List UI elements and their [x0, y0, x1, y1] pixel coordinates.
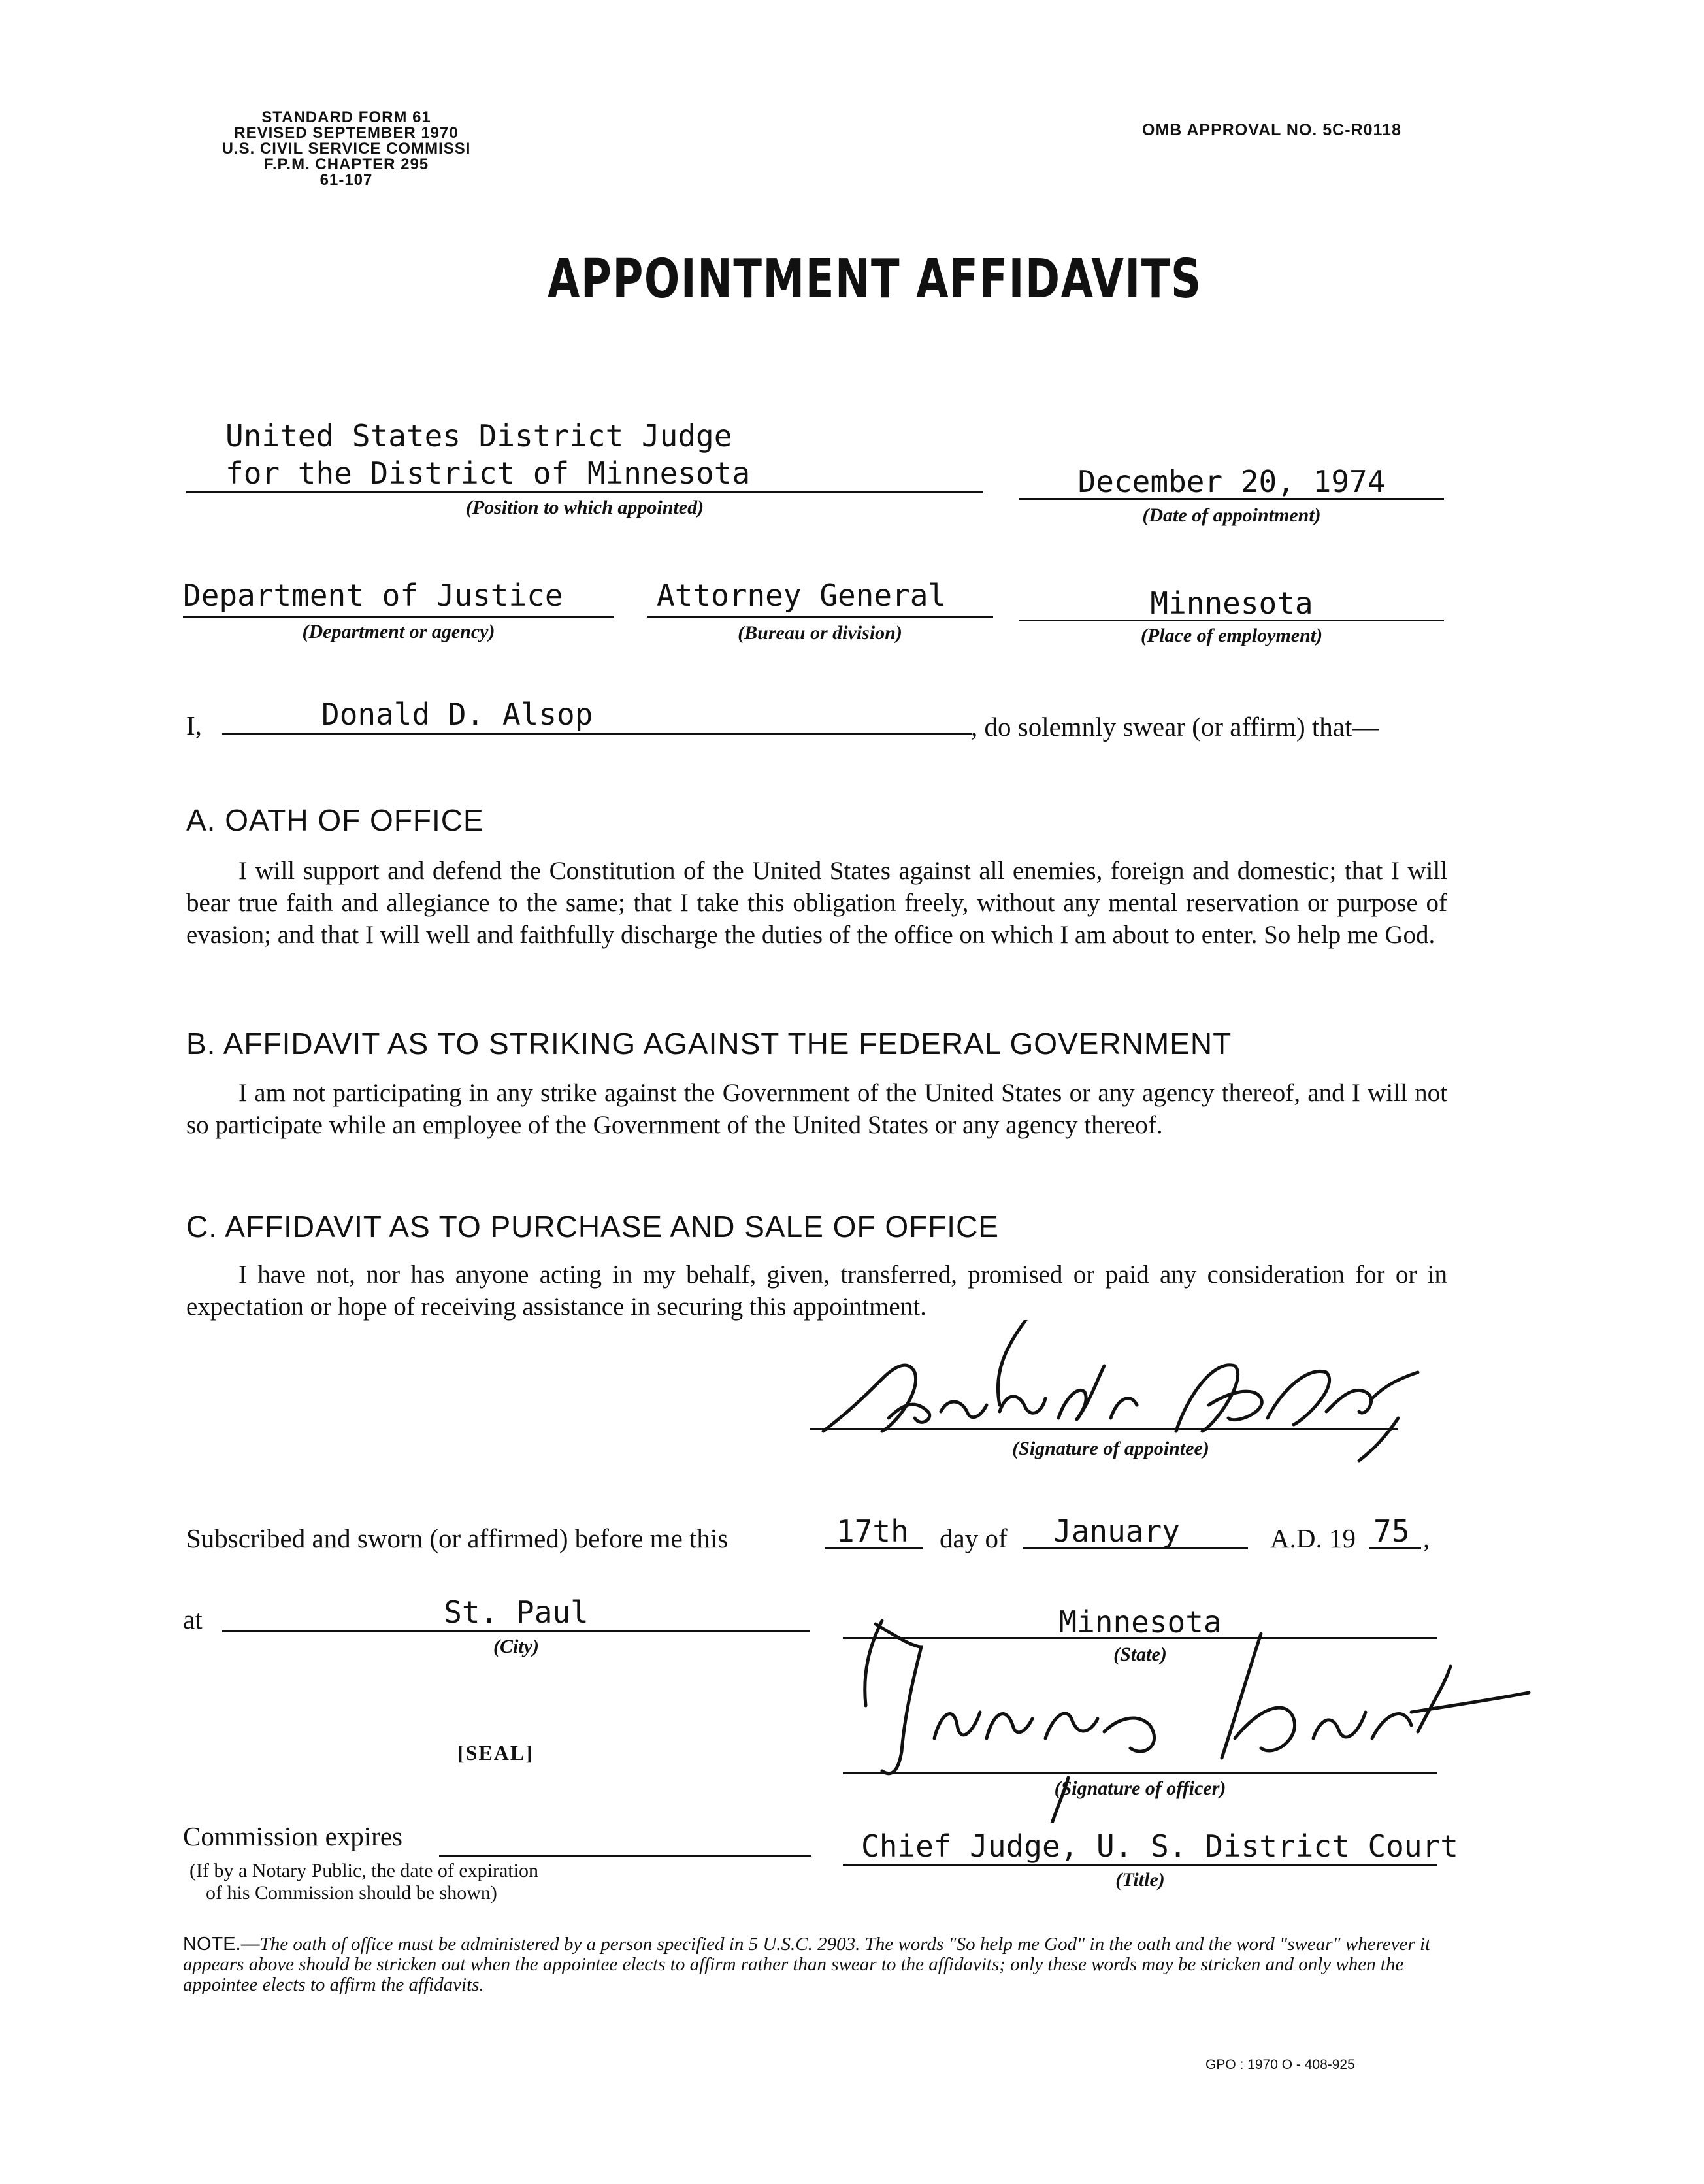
officer-title-underline — [843, 1864, 1437, 1866]
section-b-text: I am not participating in any strike against the Government of the United States or any agency thereof, and I will not so participate while an employee of the Government of the United States or any agency thereof. — [186, 1079, 1447, 1139]
at-label: at — [183, 1604, 203, 1634]
sworn-month: January — [1053, 1514, 1180, 1549]
section-a-text: I will support and defend the Constitution of the United States against all enemies, foreign and domestic; that I will bear true faith and allegiance to the same; that I take this obligation freely, without any mental reservation or purpose of evasion; and that I will well and faithfully discharge the duties of the office on which I am about to enter. So help me God. — [186, 857, 1447, 949]
bureau-value: Attorney General — [657, 578, 947, 613]
note-text: The oath of office must be administered by a person specified in 5 U.S.C. 2903. The words "So help me God" in the oath and the word "swear" wherever it appears above should be stricken out when the appointee elects to affirm rather than swear to the affidavits; only these words may be stricken and only when the appointee elects to affirm the affidavits. — [183, 1934, 1431, 1995]
state-value: Minnesota — [1058, 1604, 1222, 1640]
note-label: NOTE.— — [183, 1934, 260, 1955]
section-a-heading: A. OATH OF OFFICE — [186, 803, 484, 837]
sworn-ad: A.D. 19 — [1270, 1523, 1356, 1553]
city-underline — [222, 1630, 810, 1632]
sworn-year: 75 — [1373, 1514, 1410, 1549]
officer-title-value: Chief Judge, U. S. District Court — [861, 1828, 1458, 1864]
form-header-line: STANDARD FORM 61 — [261, 108, 431, 126]
bureau-caption: (Bureau or division) — [738, 622, 902, 644]
state-caption: (State) — [1113, 1644, 1167, 1665]
form-header-line: F.P.M. CHAPTER 295 — [263, 156, 429, 173]
gpo-footer: GPO : 1970 O - 408-925 — [1205, 2057, 1355, 2072]
position-line-1: United States District Judge — [225, 418, 732, 454]
date-caption: (Date of appointment) — [1142, 505, 1321, 526]
oath-suffix: , do solemnly swear (or affirm) that— — [971, 712, 1379, 742]
place-value: Minnesota — [1150, 586, 1313, 621]
position-underline — [186, 491, 983, 493]
officer-signature-caption: (Signature of officer) — [1054, 1778, 1226, 1799]
commission-note-line-1: (If by a Notary Public, the date of expiration — [189, 1860, 538, 1881]
department-value: Department of Justice — [183, 578, 563, 613]
form-header-line: 61-107 — [320, 171, 373, 189]
form-header-line: U.S. CIVIL SERVICE COMMISSI — [221, 140, 471, 157]
name-underline — [222, 733, 972, 735]
city-value: St. Paul — [444, 1595, 589, 1630]
date-of-appointment-value: December 20, 1974 — [1077, 464, 1386, 499]
position-caption: (Position to which appointed) — [465, 497, 704, 518]
section-c-text: I have not, nor has anyone acting in my behalf, given, transferred, promised or paid any consideration for or in expectation or hope of receiving assistance in securing this appointment. — [186, 1261, 1447, 1321]
date-underline — [1019, 498, 1444, 500]
appointee-signature-caption: (Signature of appointee) — [1012, 1438, 1209, 1459]
commission-underline — [439, 1855, 811, 1857]
department-underline — [183, 616, 614, 618]
bureau-underline — [647, 616, 993, 618]
department-caption: (Department or agency) — [302, 621, 495, 642]
sworn-comma: , — [1423, 1523, 1430, 1553]
position-line-2: for the District of Minnesota — [225, 455, 751, 491]
oath-prefix: I, — [186, 710, 202, 740]
place-caption: (Place of employment) — [1140, 625, 1323, 646]
sworn-year-underline — [1369, 1547, 1421, 1549]
note-block — [183, 1934, 1447, 1995]
commission-label: Commission expires — [183, 1821, 402, 1851]
sworn-day-of: day of — [940, 1523, 1008, 1553]
officer-title-caption: (Title) — [1115, 1869, 1165, 1891]
appointee-signature-line — [810, 1428, 1398, 1430]
sworn-prefix: Subscribed and sworn (or affirmed) before me this — [186, 1523, 729, 1553]
sworn-month-underline — [1023, 1547, 1248, 1549]
form-header-line: REVISED SEPTEMBER 1970 — [234, 124, 459, 142]
form-number-block — [189, 110, 503, 188]
commission-note-line-2: of his Commission should be shown) — [206, 1882, 497, 1904]
section-b-heading: B. AFFIDAVIT AS TO STRIKING AGAINST THE FEDERAL GOVERNMENT — [186, 1027, 1232, 1061]
officer-signature-line — [843, 1772, 1437, 1774]
omb-approval: OMB APPROVAL NO. 5C-R0118 — [1142, 121, 1401, 139]
place-underline — [1019, 620, 1444, 621]
appointee-name: Donald D. Alsop — [321, 697, 593, 732]
sworn-day: 17th — [836, 1514, 909, 1549]
page-title: APPOINTMENT AFFIDAVITS — [548, 248, 1202, 310]
city-caption: (City) — [493, 1636, 539, 1657]
section-c-heading: C. AFFIDAVIT AS TO PURCHASE AND SALE OF OFFICE — [186, 1210, 999, 1244]
sworn-day-underline — [825, 1547, 923, 1549]
seal-placeholder: [SEAL] — [457, 1741, 534, 1764]
